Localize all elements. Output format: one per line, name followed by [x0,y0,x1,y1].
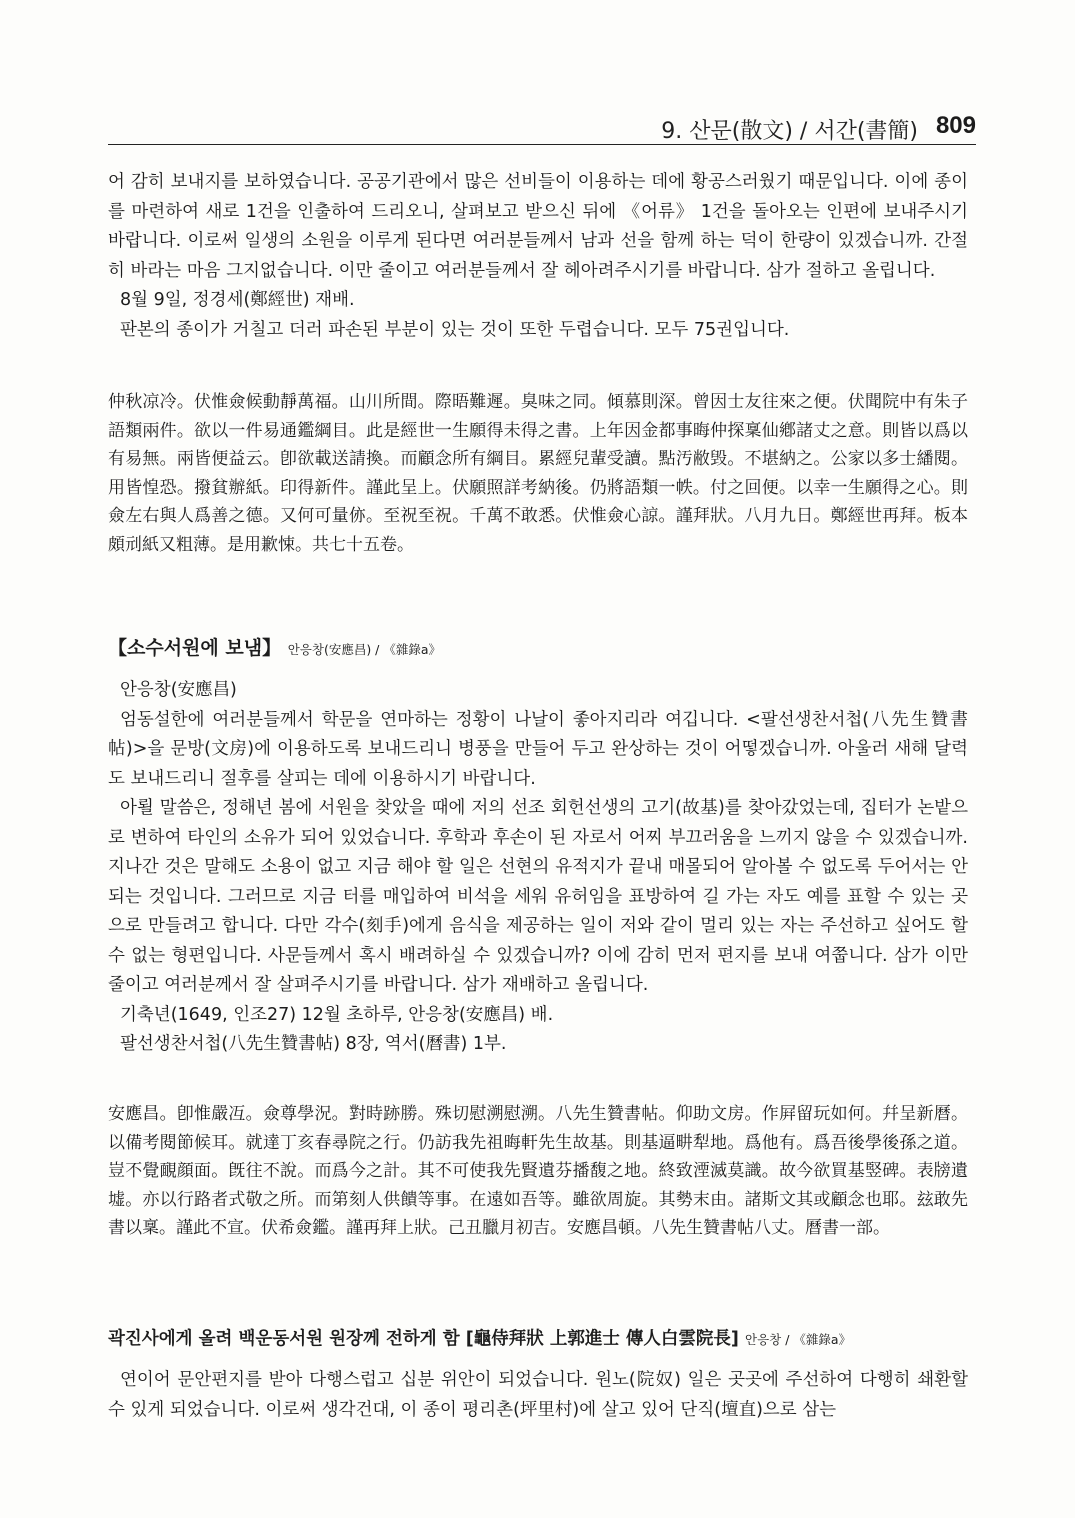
letter2-author: 안응창(安應昌) [120,680,237,700]
letter2-hanja-block [108,1100,968,1243]
letter3-para1: 연이어 문안편지를 받아 다행스럽고 십분 위안이 되었습니다. 원노(院奴) 일은 곳곳에 주선하여 다행히 쇄환할 수 있게 되었습니다. 이로써 생각건대, 이 종이 평리촌(坪里村)에 살고 있어 단직(壇直)으로 삼는 [108,1370,968,1420]
page-number: 809 [935,112,976,139]
letter2-hanja: 安應昌。卽惟嚴冱。僉尊學況。對時跡勝。殊切慰溯慰溯。八先生贊書帖。仰助文房。作屛留玩如何。幷呈新曆。以備考閱節候耳。就達丁亥春尋院之行。仍訪我先祖晦軒先生故基。則基逼畊犁地。爲他有。爲吾後學後孫之道。豈不覺靦顔面。旣往不說。而爲今之計。其不可使我先賢遺芬播馥之地。終致湮滅莫識。故今欲買基竪碑。表牓遺墟。亦以行路者式敬之所。而第刻人供饋等事。在遠如吾等。雖欲周旋。其勢末由。諸斯文其或顧念也耶。玆敢先書以稟。謹此不宣。伏希僉鑑。謹再拜上狀。己丑臘月初吉。安應昌頓。八先生贊書帖八丈。曆書一部。 [108,1104,968,1238]
letter3-title [108,1325,968,1350]
letter2-date: 기축년(1649, 인조27) 12월 초하루, 안응창(安應昌) 배. [120,1004,554,1025]
letter2-title-meta: 안응창(安應昌) / 《雜錄a》 [287,642,442,657]
letter1-korean: 어 감히 보내지를 보하였습니다. 공공기관에서 많은 선비들이 이용하는 데에 황공스러웠기 때문입니다. 이에 종이를 마련하여 새로 1건을 인출하여 드리오니, 살펴보고 받으신 뒤에 《어류》 1건을 돌아오는 인편에 보내주시기 바랍니다. 이로써 일생의 소원을 이루게 된다면 여러분들께서 남과 선을 함께 하는 덕이 한량이 있겠습니까. 간절히 바라는 마음 그지없습니다. 이만 줄이고 여러분들께서 잘 헤아려주시기를 바랍니다. 삼가 절하고 올립니다. [108,172,968,281]
letter3-title-block [108,1325,968,1350]
letter2-title [108,633,968,660]
letter2 [108,676,968,1060]
letter2-enclosure: 팔선생찬서첩(八先生贊書帖) 8장, 역서(曆書) 1부. [120,1034,507,1054]
letter1-date: 8월 9일, 정경세(鄭經世) 재배. [120,290,355,310]
section-title: 9. 산문(散文) / 서간(書簡) [661,119,918,144]
running-header [108,108,976,145]
letter3-title-text: 곽진사에게 올려 백운동서원 원장께 전하게 함 [龜侍拜狀 上郭進士 傳人白雲院長] [108,1329,739,1349]
letter1-hanja: 仲秋凉冷。伏惟僉候動靜萬福。山川所間。際晤難遲。臭味之同。傾慕則深。曾因士友往來之便。伏聞院中有朱子語類兩件。欲以一件易通鑑綱目。此是經世一生願得未得之書。上年因金都事晦仲探稟仙鄕諸丈之意。則皆以爲以有易無。兩皆便益云。卽欲載送請換。而顧念所有綱目。累經兒輩受讀。點汚敝毁。不堪納之。公家以多士繙閱。用皆惶恐。撥貧辦紙。印得新件。謹此呈上。伏願照詳考納後。仍將語類一帙。付之回便。以幸一生願得之心。則僉左右與人爲善之德。又何可量㑊。至祝至祝。千萬不敢悉。伏惟僉心諒。謹拜狀。八月九日。鄭經世再拜。板本頗刓紙又粗薄。是用歉悚。共七十五卷。 [108,392,968,555]
letter2-para2: 아뢸 말씀은, 정해년 봄에 서원을 찾았을 때에 저의 선조 회헌선생의 고기(故基)를 찾아갔었는데, 집터가 논밭으로 변하여 타인의 소유가 되어 있었습니다. 후학과 후손이 된 자로서 어찌 부끄러움을 느끼지 않을 수 있겠습니까. 지나간 것은 말해도 소용이 없고 지금 해야 할 일은 선현의 유적지가 끝내 매몰되어 알아볼 수 없도록 두어서는 안 되는 것입니다. 그러므로 지금 터를 매입하여 비석을 세워 유허임을 표방하여 길 가는 자도 예를 표할 수 있는 곳으로 만들려고 합니다. 다만 각수(刻手)에게 음식을 제공하는 일이 저와 같이 멀리 있는 자는 주선하고 싶어도 할 수 없는 형편입니다. 사문들께서 혹시 배려하실 수 있겠습니까? 이에 감히 먼저 편지를 보내 여쭙니다. 삼가 이만 줄이고 여러분께서 잘 살펴주시기를 바랍니다. 삼가 재배하고 올립니다. [108,798,968,995]
letter1 [108,168,968,345]
letter2-title-text: 【소수서원에 보냄】 [108,637,282,659]
letter2-para1: 엄동설한에 여러분들께서 학문을 연마하는 정황이 나날이 좋아지리라 여깁니다. <팔선생찬서첩(八先生贊書帖)>을 문방(文房)에 이용하도록 보내드리니 병풍을 만들어 두고 완상하는 것이 어떻겠습니까. 아울러 새해 달력도 보내드리니 절후를 살피는 데에 이용하시기 바랍니다. [108,709,968,789]
letter1-note: 판본의 종이가 거칠고 더러 파손된 부분이 있는 것이 또한 두렵습니다. 모두 75권입니다. [120,319,790,340]
letter1-hanja-block [108,388,968,559]
letter2-title-block [108,633,968,660]
letter3-title-meta: 안응창 / 《雜錄a》 [745,1332,852,1347]
letter3 [108,1366,968,1425]
